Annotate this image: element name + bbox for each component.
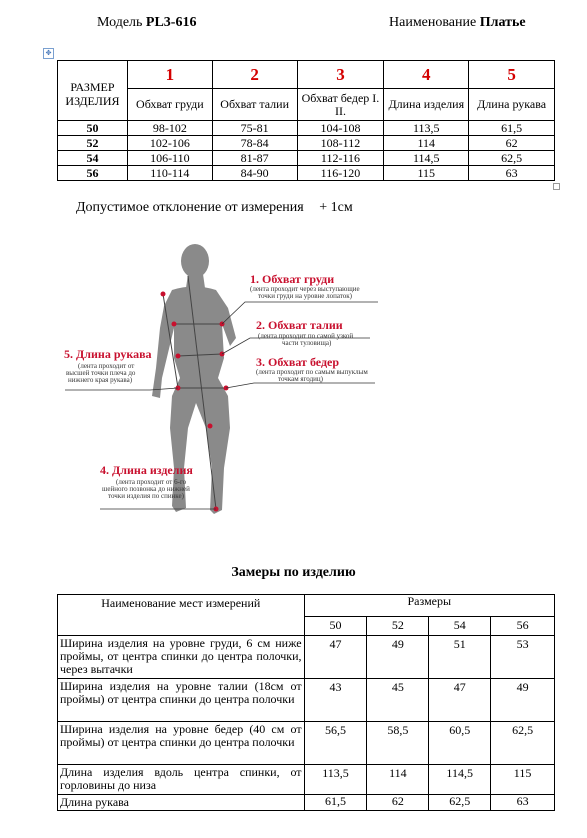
body-measurement-figure bbox=[0, 228, 587, 528]
value-cell: 61,5 bbox=[469, 121, 555, 136]
annotation-length-sub2: шейного позвонка до нижней bbox=[102, 485, 190, 493]
measurement-label: Ширина изделия на уровне бедер (40 см от проймы) от центра спинки до центра полочки bbox=[58, 722, 305, 765]
measurement-value: 49 bbox=[491, 679, 555, 722]
annotation-hips-title: 3. Обхват бедер bbox=[256, 355, 340, 369]
table-row bbox=[58, 166, 555, 181]
measurement-value: 53 bbox=[491, 636, 555, 679]
value-cell: 116-120 bbox=[297, 166, 384, 181]
annotation-length-title: 4. Длина изделия bbox=[100, 463, 193, 477]
table-move-handle-icon[interactable]: ✥ bbox=[43, 48, 54, 59]
annotation-waist-sub1: (лента проходит по самой узкой bbox=[258, 332, 354, 340]
measurement-value: 61,5 bbox=[304, 795, 367, 811]
table-row bbox=[58, 636, 555, 679]
tolerance-text: Допустимое отклонение от измерения bbox=[76, 200, 304, 215]
measurement-value: 43 bbox=[304, 679, 367, 722]
annotation-chest-sub1: (лента проходит через выступающие bbox=[250, 285, 360, 293]
annotation-hips-sub1: (лента проходит по самым выпуклым bbox=[256, 368, 368, 376]
measurement-value: 56,5 bbox=[304, 722, 367, 765]
table-resize-handle[interactable] bbox=[553, 183, 560, 190]
measurement-value: 113,5 bbox=[304, 765, 367, 795]
value-cell: 113,5 bbox=[384, 121, 469, 136]
value-cell: 81-87 bbox=[212, 151, 297, 166]
table-row bbox=[58, 722, 555, 765]
name-value: Платье bbox=[479, 15, 526, 30]
value-cell: 110-114 bbox=[127, 166, 212, 181]
col-number-2: 2 bbox=[212, 61, 297, 89]
col-number-5: 5 bbox=[469, 61, 555, 89]
value-cell: 62,5 bbox=[469, 151, 555, 166]
tolerance-value: + 1см bbox=[319, 200, 353, 215]
annotation-chest-sub2: точки груди на уровне лопаток) bbox=[258, 292, 352, 300]
annotation-waist-title: 2. Обхват талии bbox=[256, 318, 343, 332]
value-cell: 63 bbox=[469, 166, 555, 181]
value-cell: 84-90 bbox=[212, 166, 297, 181]
size-col-54: 54 bbox=[429, 616, 491, 635]
value-cell: 106-110 bbox=[127, 151, 212, 166]
table-row bbox=[58, 765, 555, 795]
name-header: Наименование мест измерений bbox=[101, 596, 261, 610]
size-cell: 52 bbox=[58, 136, 128, 151]
tolerance-line bbox=[76, 200, 353, 216]
table-row bbox=[58, 795, 555, 811]
measurement-value: 60,5 bbox=[429, 722, 491, 765]
table-row bbox=[58, 136, 555, 151]
table-row bbox=[58, 121, 555, 136]
table-row bbox=[58, 151, 555, 166]
annotation-waist-sub2: части туловища) bbox=[282, 339, 332, 347]
annotation-hips-sub2: точкам ягодиц) bbox=[278, 375, 323, 383]
value-cell: 115 bbox=[384, 166, 469, 181]
value-cell: 104-108 bbox=[297, 121, 384, 136]
col-number-4: 4 bbox=[384, 61, 469, 89]
value-cell: 78-84 bbox=[212, 136, 297, 151]
col-header-chest: Обхват груди bbox=[127, 89, 212, 121]
value-cell: 108-112 bbox=[297, 136, 384, 151]
annotation-sleeve-sub2: высшей точки плеча до bbox=[66, 369, 136, 377]
annotation-sleeve-sub1: (лента проходит от bbox=[78, 362, 135, 370]
value-cell: 102-106 bbox=[127, 136, 212, 151]
col-header-length: Длина изделия bbox=[384, 89, 469, 121]
measurements-title: Замеры по изделию bbox=[231, 565, 356, 580]
measurement-value: 114,5 bbox=[429, 765, 491, 795]
measurement-value: 62,5 bbox=[491, 722, 555, 765]
size-cell: 56 bbox=[58, 166, 128, 181]
measurement-value: 47 bbox=[429, 679, 491, 722]
col-number-1: 1 bbox=[127, 61, 212, 89]
size-col-52: 52 bbox=[367, 616, 429, 635]
value-cell: 98-102 bbox=[127, 121, 212, 136]
measurement-value: 47 bbox=[304, 636, 367, 679]
measurement-value: 49 bbox=[367, 636, 429, 679]
size-col-50: 50 bbox=[304, 616, 367, 635]
model-value: PL3-616 bbox=[145, 15, 197, 30]
size-header-cell bbox=[58, 61, 128, 121]
annotation-sleeve-title: 5. Длина рукава bbox=[64, 347, 152, 361]
measurement-label: Ширина изделия на уровне талии (18см от проймы) от центра спинки до центра полочки bbox=[58, 679, 305, 722]
annotation-length-sub3: точки изделия по спинке) bbox=[108, 492, 184, 500]
model-line bbox=[97, 15, 196, 31]
name-line bbox=[389, 15, 526, 31]
size-header: РАЗМЕР ИЗДЕЛИЯ bbox=[65, 79, 120, 108]
measurement-value: 62,5 bbox=[429, 795, 491, 811]
measurement-value: 62 bbox=[367, 795, 429, 811]
measurements-table bbox=[57, 594, 555, 811]
size-col-56: 56 bbox=[491, 616, 555, 635]
col-number-3: 3 bbox=[297, 61, 384, 89]
measurement-value: 114 bbox=[367, 765, 429, 795]
col-header-sleeve: Длина рукава bbox=[469, 89, 555, 121]
name-header-cell bbox=[58, 595, 305, 636]
value-cell: 112-116 bbox=[297, 151, 384, 166]
annotation-sleeve-sub3: нижнего края рукава) bbox=[68, 376, 133, 384]
value-cell: 75-81 bbox=[212, 121, 297, 136]
col-header-waist: Обхват талии bbox=[212, 89, 297, 121]
sizes-header: Размеры bbox=[304, 595, 554, 617]
measurement-value: 51 bbox=[429, 636, 491, 679]
measurement-label: Ширина изделия на уровне груди, 6 см ниже проймы, от центра спинки до центра полочки, через вытачки bbox=[58, 636, 305, 679]
model-label: Модель bbox=[97, 15, 143, 30]
value-cell: 114 bbox=[384, 136, 469, 151]
measurement-label: Длина рукава bbox=[58, 795, 305, 811]
measurement-label: Длина изделия вдоль центра спинки, от горловины до низа bbox=[58, 765, 305, 795]
value-cell: 114,5 bbox=[384, 151, 469, 166]
measurement-value: 63 bbox=[491, 795, 555, 811]
size-cell: 50 bbox=[58, 121, 128, 136]
measurement-value: 45 bbox=[367, 679, 429, 722]
size-table bbox=[57, 60, 555, 181]
annotation-chest-title: 1. Обхват груди bbox=[250, 272, 335, 286]
table-row bbox=[58, 679, 555, 722]
measurement-value: 58,5 bbox=[367, 722, 429, 765]
measurement-value: 115 bbox=[491, 765, 555, 795]
size-cell: 54 bbox=[58, 151, 128, 166]
annotation-length-sub1: (лента проходит от 6-го bbox=[116, 478, 187, 486]
name-label: Наименование bbox=[389, 15, 477, 30]
col-header-hips: Обхват бедер I. II. bbox=[297, 89, 384, 121]
value-cell: 62 bbox=[469, 136, 555, 151]
